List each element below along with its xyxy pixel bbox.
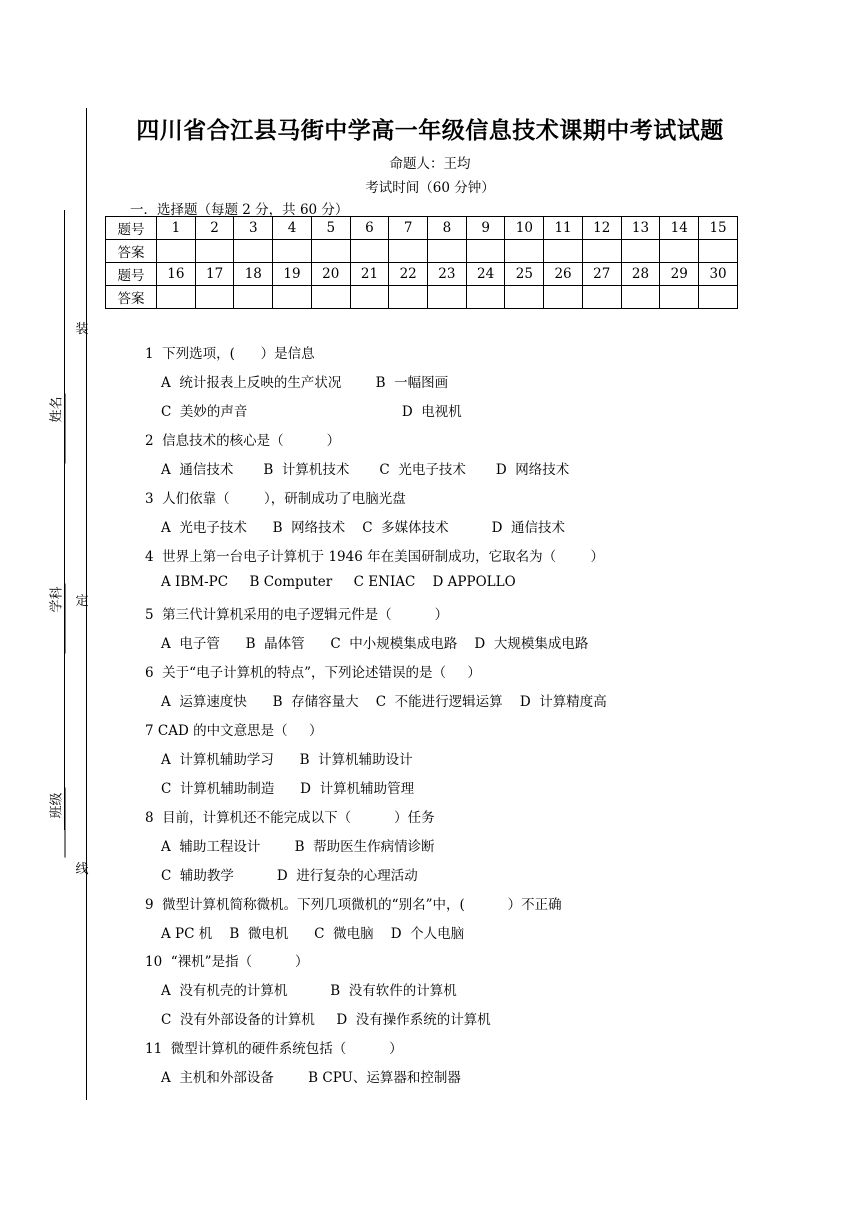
question-options: C 美妙的声音 D 电视机 xyxy=(161,404,462,420)
question-stem: 5 第三代计算机采用的电子逻辑元件是（ ） xyxy=(145,607,449,623)
answer-cell[interactable] xyxy=(350,286,389,309)
answer-cell[interactable] xyxy=(544,286,583,309)
question-number: 13 xyxy=(621,217,660,240)
question-stem: 3 人们依靠（ ），研制成功了电脑光盘 xyxy=(145,491,406,507)
question-options: C 计算机辅助制造 D 计算机辅助管理 xyxy=(161,781,415,797)
question-stem: 6 关于“电子计算机的特点”，下列论述错误的是（ ） xyxy=(145,665,481,681)
question-number: 25 xyxy=(505,263,544,286)
name-blank[interactable] xyxy=(65,394,66,464)
question-options: A PC 机 B 微电机 C 微电脑 D 个人电脑 xyxy=(161,926,465,942)
question-number: 9 xyxy=(466,217,505,240)
question-number: 3 xyxy=(234,217,273,240)
question-number: 7 xyxy=(389,217,428,240)
question-number: 10 xyxy=(505,217,544,240)
question-stem: 8 目前，计算机还不能完成以下（ ）任务 xyxy=(145,810,435,826)
question-options: A 计算机辅助学习 B 计算机辅助设计 xyxy=(161,752,413,768)
question-number-row xyxy=(106,263,738,286)
answer-cell[interactable] xyxy=(660,286,699,309)
exam-title: 四川省合江县马街中学高一年级信息技术课期中考试试题 xyxy=(136,118,724,144)
question-stem: 4 世界上第一台电子计算机于 1946 年在美国研制成功，它取名为（ ） xyxy=(145,549,604,565)
question-number: 28 xyxy=(621,263,660,286)
question-number: 29 xyxy=(660,263,699,286)
answer-cell[interactable] xyxy=(466,286,505,309)
answer-cell[interactable] xyxy=(621,240,660,263)
question-number: 2 xyxy=(195,217,234,240)
question-stem: 1 下列选项，( ）是信息 xyxy=(145,346,315,362)
question-number: 14 xyxy=(660,217,699,240)
question-number: 12 xyxy=(582,217,621,240)
question-number: 5 xyxy=(311,217,350,240)
question-number: 11 xyxy=(544,217,583,240)
answer-cell[interactable] xyxy=(466,240,505,263)
question-number: 20 xyxy=(311,263,350,286)
answer-cell[interactable] xyxy=(544,240,583,263)
question-number: 27 xyxy=(582,263,621,286)
student-info-line xyxy=(64,210,65,830)
question-number: 23 xyxy=(428,263,467,286)
answer-cell[interactable] xyxy=(699,286,738,309)
question-options: A 主机和外部设备 B CPU、运算器和控制器 xyxy=(161,1070,461,1086)
question-number: 8 xyxy=(428,217,467,240)
question-number: 4 xyxy=(273,217,312,240)
question-options: C 没有外部设备的计算机 D 没有操作系统的计算机 xyxy=(161,1012,491,1028)
exam-time: 考试时间（60 分钟） xyxy=(365,180,495,196)
answer-cell[interactable] xyxy=(505,286,544,309)
question-number: 24 xyxy=(466,263,505,286)
class-blank[interactable] xyxy=(65,788,66,858)
question-options: A 统计报表上反映的生产状况 B 一幅图画 xyxy=(161,375,449,391)
question-number: 6 xyxy=(350,217,389,240)
question-stem: 11 微型计算机的硬件系统包括（ ） xyxy=(145,1041,403,1057)
answer-row xyxy=(106,286,738,309)
question-number: 26 xyxy=(544,263,583,286)
binding-label-xian: 线 xyxy=(75,862,89,877)
question-stem: 7 CAD 的中文意思是（ ） xyxy=(145,723,323,739)
question-options: A 光电子技术 B 网络技术 C 多媒体技术 D 通信技术 xyxy=(161,520,565,536)
question-number-row xyxy=(106,217,738,240)
answer-cell[interactable] xyxy=(621,286,660,309)
class-field-label: 班级 xyxy=(49,792,65,819)
name-field-label: 姓名 xyxy=(49,396,65,423)
binding-label-ding: 定 xyxy=(75,594,89,609)
question-options: A 没有机壳的计算机 B 没有软件的计算机 xyxy=(161,983,457,999)
question-number: 16 xyxy=(157,263,196,286)
answer-cell[interactable] xyxy=(157,240,196,263)
subject-blank[interactable] xyxy=(65,584,66,654)
answer-cell[interactable] xyxy=(157,286,196,309)
question-stem: 10 “裸机”是指（ ） xyxy=(145,954,309,970)
row-label: 题号 xyxy=(106,217,157,240)
question-number: 18 xyxy=(234,263,273,286)
question-number: 19 xyxy=(273,263,312,286)
row-label: 答案 xyxy=(106,286,157,309)
subject-field-label: 学科 xyxy=(49,586,65,613)
row-label: 答案 xyxy=(106,240,157,263)
question-number: 17 xyxy=(195,263,234,286)
row-label: 题号 xyxy=(106,263,157,286)
section-heading: 一．选择题（每题 2 分，共 60 分） xyxy=(130,202,349,218)
answer-row xyxy=(106,240,738,263)
question-options: C 辅助教学 D 进行复杂的心理活动 xyxy=(161,868,418,884)
question-options: A IBM-PC B Computer C ENIAC D APPOLLO xyxy=(161,574,516,590)
author-line: 命题人：王均 xyxy=(389,156,471,172)
question-options: A 电子管 B 晶体管 C 中小规模集成电路 D 大规模集成电路 xyxy=(161,636,589,652)
question-options: A 辅助工程设计 B 帮助医生作病情诊断 xyxy=(161,839,435,855)
answer-cell[interactable] xyxy=(582,286,621,309)
question-number: 21 xyxy=(350,263,389,286)
answer-cell[interactable] xyxy=(311,240,350,263)
answer-cell[interactable] xyxy=(428,286,467,309)
answer-cell[interactable] xyxy=(234,240,273,263)
question-number: 15 xyxy=(699,217,738,240)
answer-grid xyxy=(105,216,738,309)
binding-label-zhuang: 装 xyxy=(75,322,89,337)
question-stem: 2 信息技术的核心是（ ） xyxy=(145,433,341,449)
answer-cell[interactable] xyxy=(582,240,621,263)
answer-cell[interactable] xyxy=(350,240,389,263)
question-number: 22 xyxy=(389,263,428,286)
answer-cell[interactable] xyxy=(389,240,428,263)
question-stem: 9 微型计算机简称微机。下列几项微机的“别名”中，( ）不正确 xyxy=(145,897,562,913)
answer-cell[interactable] xyxy=(428,240,467,263)
question-options: A 运算速度快 B 存储容量大 C 不能进行逻辑运算 D 计算精度高 xyxy=(161,694,607,710)
answer-cell[interactable] xyxy=(195,240,234,263)
question-options: A 通信技术 B 计算机技术 C 光电子技术 D 网络技术 xyxy=(161,462,570,478)
answer-cell[interactable] xyxy=(195,286,234,309)
question-number: 1 xyxy=(157,217,196,240)
answer-cell[interactable] xyxy=(660,240,699,263)
answer-cell[interactable] xyxy=(273,286,312,309)
question-number: 30 xyxy=(699,263,738,286)
answer-cell[interactable] xyxy=(234,286,273,309)
answer-cell[interactable] xyxy=(699,240,738,263)
answer-cell[interactable] xyxy=(311,286,350,309)
answer-cell[interactable] xyxy=(505,240,544,263)
answer-cell[interactable] xyxy=(389,286,428,309)
answer-cell[interactable] xyxy=(273,240,312,263)
